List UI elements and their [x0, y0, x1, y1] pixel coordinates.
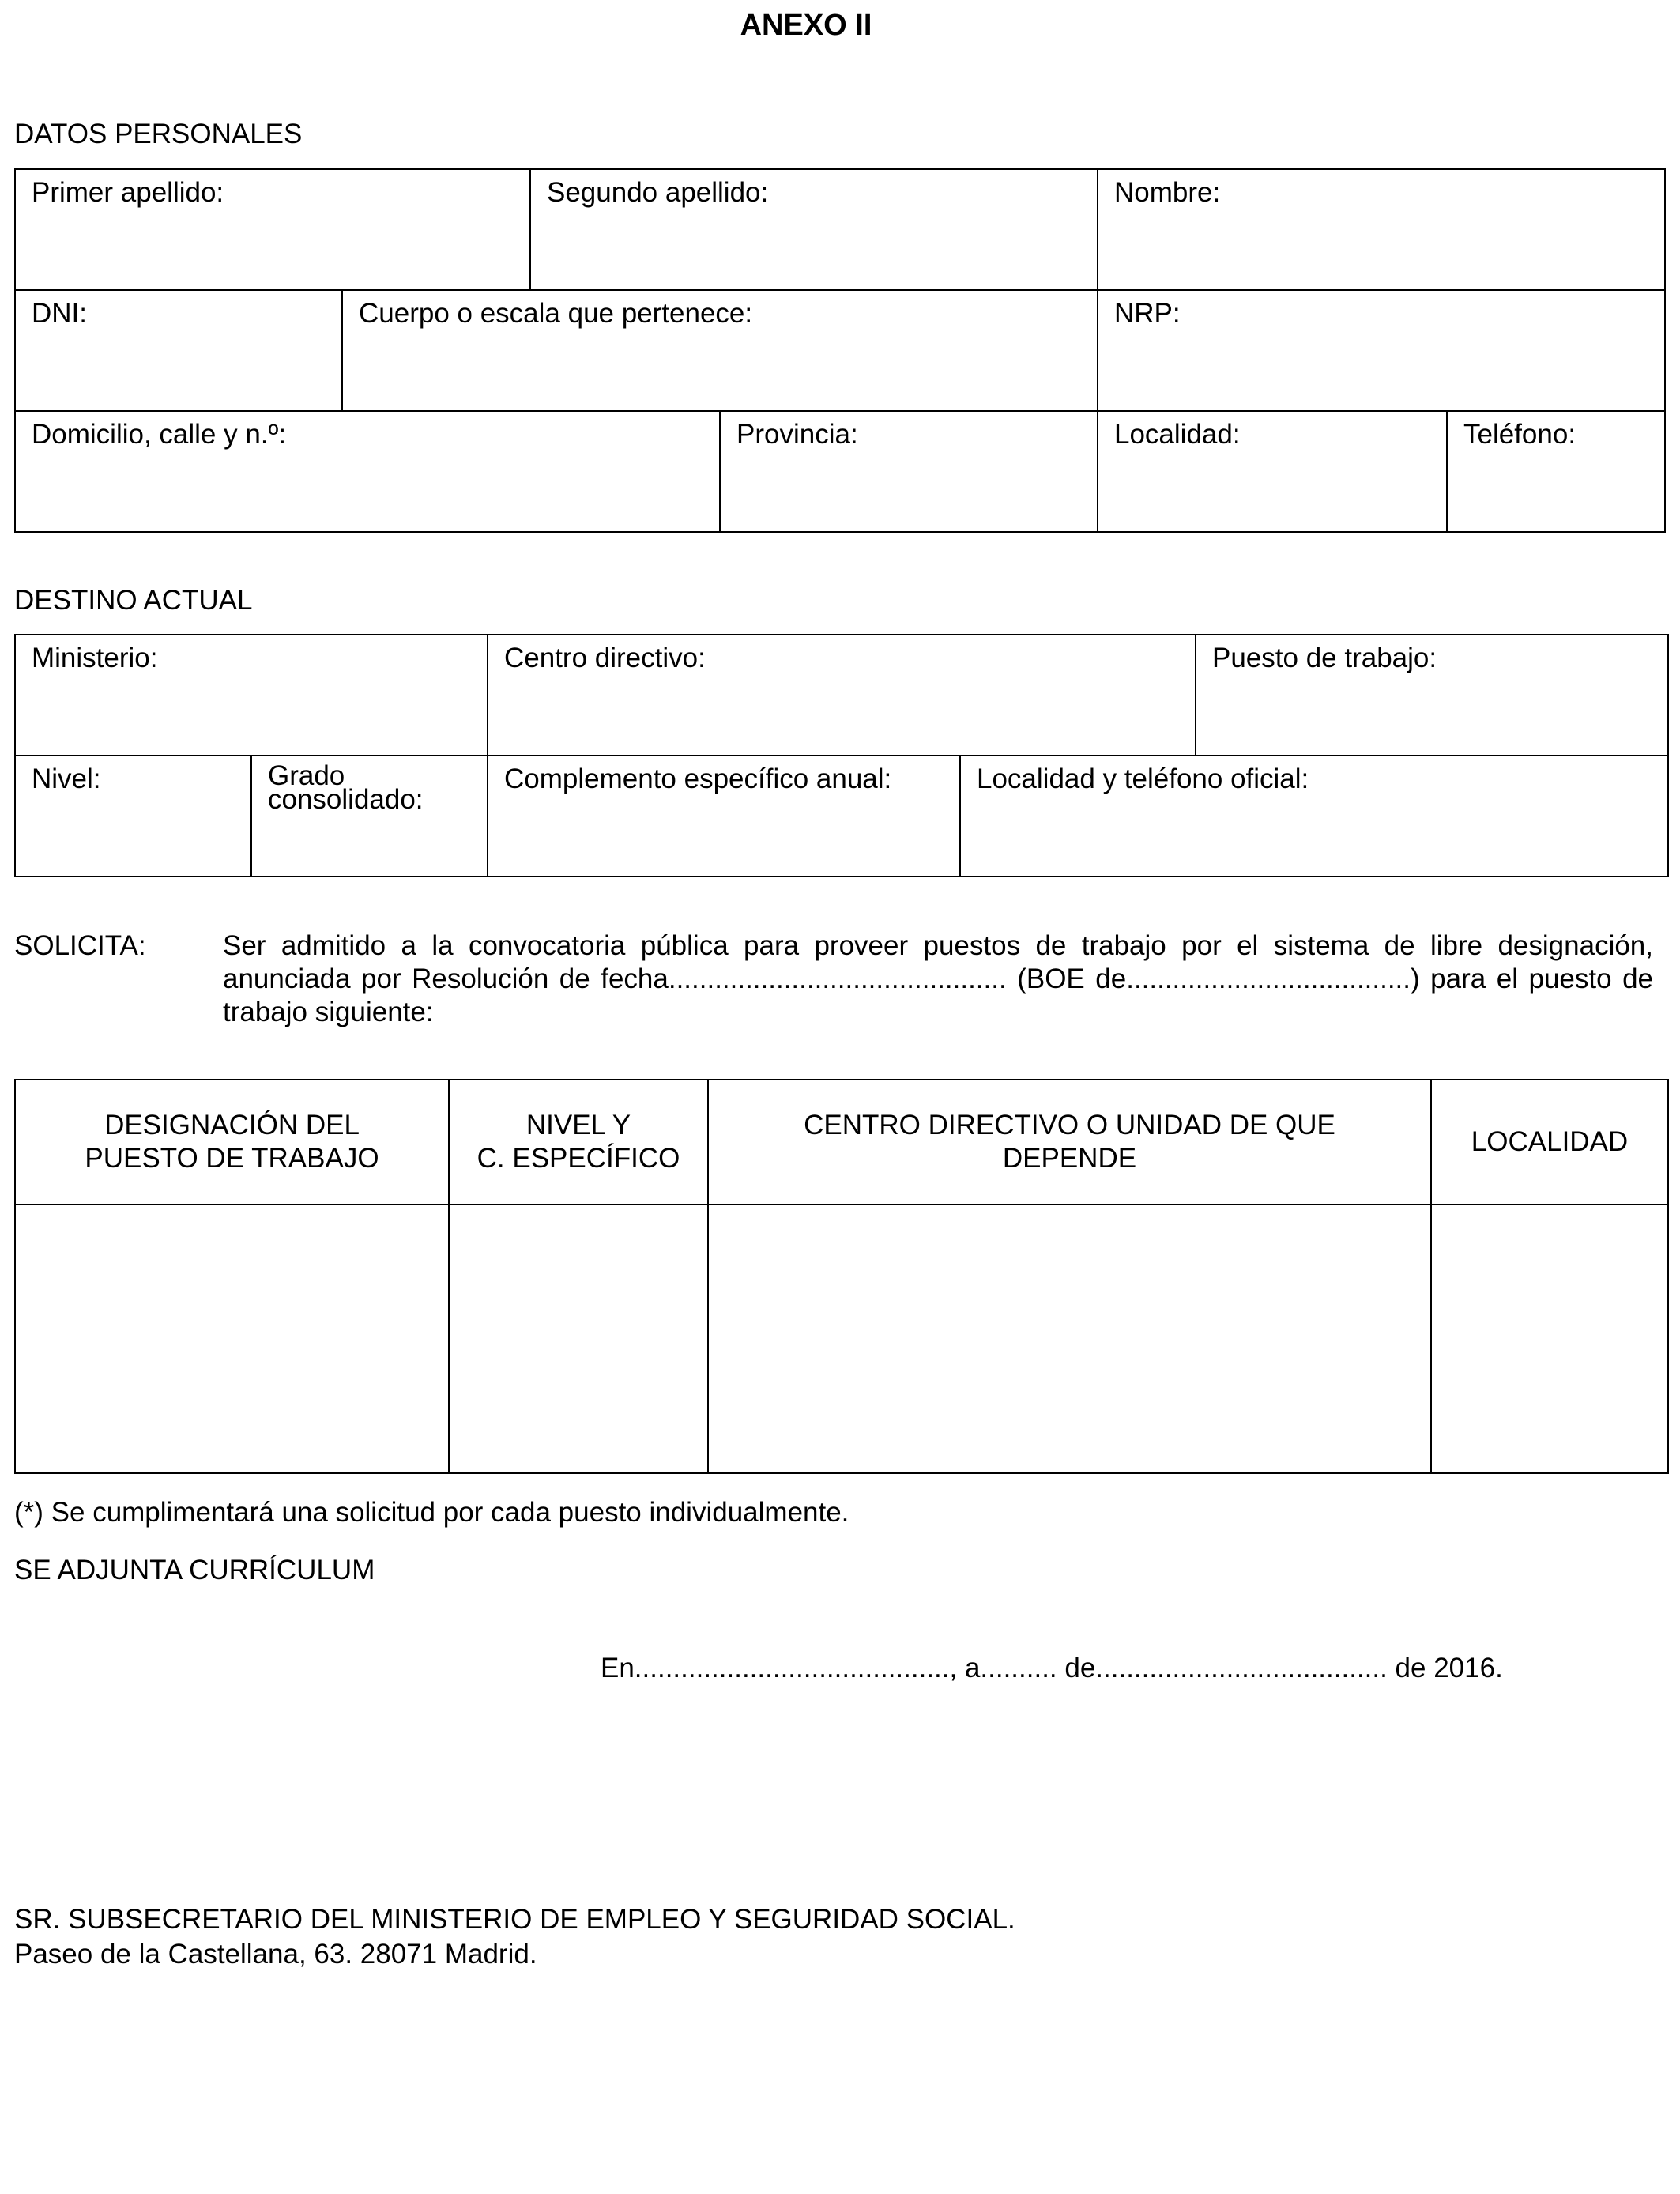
- designacion-input-cell[interactable]: [14, 1204, 450, 1474]
- fecha-line: En........................................., a.......... de...................................... de 2016.: [601, 1653, 1503, 1683]
- header-nivel: [448, 1079, 709, 1205]
- solicita-text: Ser admitido a la convocatoria pública para proveer puestos de trabajo por el sistema de libre designación, anunciada por Resolución de fecha............................................ (BOE de.....................................) para el puesto de trabajo siguiente:: [223, 930, 1653, 1027]
- destino-actual-heading: DESTINO ACTUAL: [14, 585, 253, 616]
- ministerio-field[interactable]: Ministerio:: [14, 634, 488, 756]
- localidad-input-cell[interactable]: [1430, 1204, 1669, 1474]
- adjunta-curriculum: SE ADJUNTA CURRÍCULUM: [14, 1555, 375, 1585]
- header-nivel-text: NIVEL Y C. ESPECÍFICO: [477, 1110, 680, 1174]
- nivel-field[interactable]: Nivel:: [14, 755, 252, 877]
- datos-personales-heading: DATOS PERSONALES: [14, 119, 303, 149]
- grado-label-line1: Grado: [268, 760, 345, 791]
- dni-field[interactable]: DNI:: [14, 289, 343, 412]
- localidad-field[interactable]: Localidad:: [1097, 410, 1448, 533]
- nivel-input-cell[interactable]: [448, 1204, 709, 1474]
- nrp-field[interactable]: NRP:: [1097, 289, 1666, 412]
- header-localidad-text: LOCALIDAD: [1471, 1126, 1629, 1157]
- header-centro-directivo-text: CENTRO DIRECTIVO O UNIDAD DE QUE DEPENDE: [804, 1110, 1335, 1174]
- solicita-label: SOLICITA:: [14, 930, 146, 961]
- cuerpo-escala-field[interactable]: Cuerpo o escala que pertenece:: [341, 289, 1098, 412]
- grado-label-line2: consolidado:: [268, 784, 424, 815]
- nota-text: (*) Se cumplimentará una solicitud por cada puesto individualmente.: [14, 1497, 849, 1528]
- header-centro-directivo: [707, 1079, 1432, 1205]
- header-designacion: [14, 1079, 450, 1205]
- destinatario-line1: SR. SUBSECRETARIO DEL MINISTERIO DE EMPLEO Y SEGURIDAD SOCIAL.: [14, 1904, 1015, 1935]
- centro-directivo-input-cell[interactable]: [707, 1204, 1432, 1474]
- segundo-apellido-field[interactable]: Segundo apellido:: [529, 168, 1098, 291]
- header-localidad: [1430, 1079, 1669, 1205]
- grado-consolidado-field[interactable]: [250, 755, 488, 877]
- provincia-field[interactable]: Provincia:: [719, 410, 1098, 533]
- telefono-field[interactable]: Teléfono:: [1446, 410, 1666, 533]
- nombre-field[interactable]: Nombre:: [1097, 168, 1666, 291]
- localidad-telefono-oficial-field[interactable]: Localidad y teléfono oficial:: [959, 755, 1669, 877]
- page-title: ANEXO II: [740, 9, 872, 42]
- domicilio-field[interactable]: Domicilio, calle y n.º:: [14, 410, 721, 533]
- complemento-especifico-field[interactable]: Complemento específico anual:: [487, 755, 961, 877]
- primer-apellido-field[interactable]: Primer apellido:: [14, 168, 531, 291]
- puesto-trabajo-field[interactable]: Puesto de trabajo:: [1195, 634, 1669, 756]
- header-designacion-text: DESIGNACIÓN DEL PUESTO DE TRABAJO: [85, 1110, 379, 1174]
- centro-directivo-field[interactable]: Centro directivo:: [487, 634, 1196, 756]
- destinatario-line2: Paseo de la Castellana, 63. 28071 Madrid.: [14, 1939, 537, 1970]
